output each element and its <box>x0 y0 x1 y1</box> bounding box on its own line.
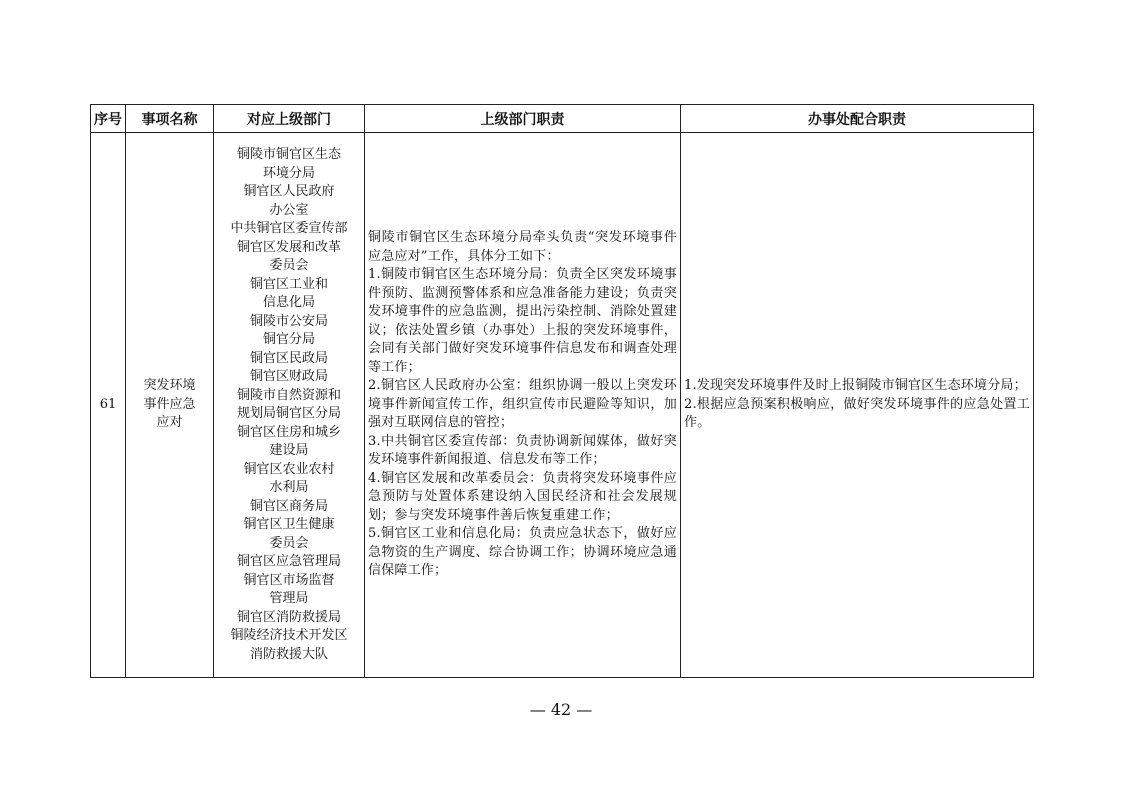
dept-line: 铜官区消防救援局 <box>236 609 341 625</box>
dept-line: 信息化局 <box>262 295 315 310</box>
dept-line: 铜官区应急管理局 <box>236 554 341 569</box>
dept-line: 铜官分局 <box>262 332 315 347</box>
duty-paragraph: 2.铜官区人民政府办公室：组织协调一般以上突发环境事件新闻宣传工作，组织宣传市民避险等知识，加强对互联网信息的管控； <box>368 378 677 431</box>
table-row <box>91 133 1034 678</box>
dept-line: 铜官区财政局 <box>249 369 328 384</box>
header-item-name: 事项名称 <box>126 105 214 133</box>
dept-line: 建设局 <box>269 443 309 458</box>
dept-line: 管理局 <box>269 591 309 606</box>
dept-line: 铜官区人民政府 <box>243 184 335 199</box>
header-superior-dept: 对应上级部门 <box>214 105 365 133</box>
dept-line: 办公室 <box>269 202 309 218</box>
dept-line: 铜官区工业和 <box>249 276 328 292</box>
dept-line: 铜官区卫生健康 <box>243 517 335 532</box>
item-name-line: 事件应急 <box>143 396 196 412</box>
dept-line: 铜陵市铜官区生态 <box>236 147 341 162</box>
duty-paragraph: 5.铜官区工业和信息化局：负责应急状态下，做好应急物资的生产调度、综合协调工作；协调环境应急通信保障工作； <box>368 526 677 579</box>
dept-line: 中共铜官区委宣传部 <box>230 221 348 236</box>
dept-line: 委员会 <box>269 535 309 551</box>
dept-line: 铜陵经济技术开发区 <box>230 628 348 643</box>
page-number: — 42 — <box>529 700 593 719</box>
dept-line: 铜官区住房和城乡 <box>236 424 341 440</box>
cell-item-name <box>126 133 214 678</box>
dept-line: 环境分局 <box>262 165 315 181</box>
cell-superior-depts <box>214 133 365 678</box>
coop-paragraph: 1.发现突发环境事件及时上报铜陵市铜官区生态环境分局； <box>684 378 1027 394</box>
header-office-duty: 办事处配合职责 <box>681 105 1034 133</box>
duties-table <box>90 104 1034 678</box>
cell-office-duties <box>681 133 1034 678</box>
cell-seq: 61 <box>91 133 126 678</box>
item-name-line: 突发环境 <box>143 378 196 394</box>
duty-paragraph: 铜陵市铜官区生态环境分局牵头负责“突发环境事件应急应对”工作，具体分工如下： <box>368 230 677 264</box>
duty-paragraph: 4.铜官区发展和改革委员会：负责将突发环境事件应急预防与处置体系建设纳入国民经济和社会发展规划；参与突发环境事件善后恢复重建工作； <box>368 470 677 523</box>
dept-line: 铜官区民政局 <box>249 350 328 366</box>
dept-line: 铜官区市场监督 <box>243 572 335 588</box>
cell-superior-duties <box>365 133 681 678</box>
header-seq: 序号 <box>91 105 126 133</box>
item-name-line: 应对 <box>156 415 183 431</box>
dept-line: 铜陵市自然资源和 <box>236 387 341 403</box>
header-superior-duty: 上级部门职责 <box>365 105 681 133</box>
duty-paragraph: 1.铜陵市铜官区生态环境分局：负责全区突发环境事件预防、监测预警体系和应急准备能力建设；负责突发环境事件的应急监测，提出污染控制、消除处置建议；依法处置乡镇（办事处）上报的突发环境事件，会同有关部门做好突发环境事件信息发布和调查处理等工作； <box>368 267 677 375</box>
dept-line: 规划局铜官区分局 <box>236 406 341 421</box>
dept-line: 消防救援大队 <box>249 646 328 662</box>
dept-line: 铜官区农业农村 <box>243 461 335 477</box>
dept-line: 委员会 <box>269 258 309 273</box>
table-header-row <box>91 105 1034 133</box>
dept-line: 水利局 <box>269 480 309 495</box>
dept-line: 铜官区商务局 <box>249 498 328 514</box>
coop-paragraph: 2.根据应急预案积极响应，做好突发环境事件的应急处置工作。 <box>684 396 1030 431</box>
duty-paragraph: 3.中共铜官区委宣传部：负责协调新闻媒体，做好突发环境事件新闻报道、信息发布等工作； <box>368 433 677 468</box>
dept-line: 铜陵市公安局 <box>249 313 328 329</box>
dept-line: 铜官区发展和改革 <box>236 239 341 255</box>
